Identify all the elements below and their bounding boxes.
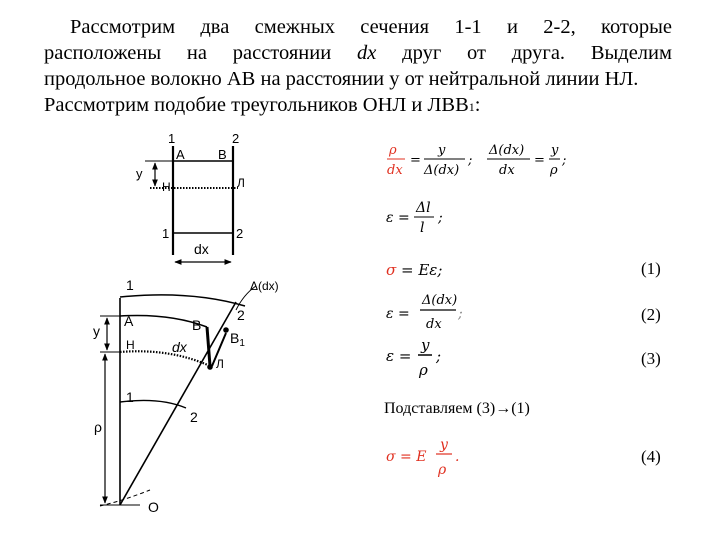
svg-text:dx: dx — [426, 317, 442, 332]
svg-text:ε =: ε = — [386, 306, 410, 322]
svg-text:;: ; — [436, 347, 442, 365]
eq-3 — [386, 336, 441, 379]
eq-1 — [386, 261, 442, 279]
svg-text:ρ: ρ — [438, 462, 447, 478]
label-1-top: 1 — [168, 131, 176, 146]
svg-text:y: y — [421, 336, 430, 354]
label-O: О — [148, 499, 159, 515]
svg-text:y: y — [438, 143, 446, 158]
label-H: Н — [126, 338, 135, 352]
eq-number-2: (2) — [641, 305, 661, 324]
eq-number-3: (3) — [641, 349, 661, 368]
para-line-3: продольное волокно АВ на расстоянии у от нейтральной линии НЛ. — [44, 68, 639, 90]
svg-text:Δ(dx): Δ(dx) — [489, 143, 525, 158]
svg-text:;: ; — [468, 153, 473, 168]
eq-number-4: (4) — [641, 447, 661, 466]
svg-text:=: = — [410, 153, 421, 168]
label-2-mid: 2 — [190, 409, 198, 425]
svg-text:.: . — [455, 449, 460, 465]
svg-text:dx: dx — [387, 163, 403, 178]
para-line-2: расположены на расстоянии dx друг от друга. Выделим — [44, 42, 672, 64]
svg-text:=: = — [534, 153, 545, 168]
label-dx: dx — [194, 241, 209, 257]
label-B1: $В_1$ — [230, 330, 245, 349]
para-line-1: Рассмотрим два смежных сечения 1-1 и 2-2, которые — [70, 16, 672, 38]
svg-text:Δ(dx): Δ(dx) — [424, 163, 460, 178]
top-arc — [120, 295, 245, 306]
svg-text:;: ; — [562, 153, 567, 168]
label-H: Н — [162, 180, 171, 194]
eq-4 — [386, 437, 459, 478]
label-1-mid: 1 — [126, 389, 134, 405]
label-L: Л — [237, 176, 245, 190]
label-2-top: 2 — [232, 131, 240, 146]
svg-text:ρ: ρ — [419, 361, 428, 379]
eq-top-2 — [487, 143, 566, 178]
label-y: у — [136, 166, 143, 181]
svg-text:ε =: ε = — [386, 210, 410, 226]
svg-text:Δ(dx): Δ(dx) — [422, 293, 458, 308]
segment-b-l — [207, 327, 210, 366]
label-y: у — [93, 323, 100, 339]
eq-2 — [386, 293, 463, 332]
label-2-right: 2 — [237, 307, 245, 323]
label-A: А — [124, 313, 134, 329]
svg-text:ρ: ρ — [389, 143, 397, 158]
svg-text:y: y — [440, 437, 448, 453]
eq-eps-def — [386, 200, 443, 236]
bent-beam-diagram — [93, 277, 279, 515]
substitute-note: Подставляем (3)→(1) — [384, 400, 530, 417]
eq-number-1: (1) — [641, 259, 661, 278]
label-1-bot: 1 — [162, 226, 170, 241]
svg-text:Δl: Δl — [416, 200, 431, 216]
para-line-4: Рассмотрим подобие треугольников ОНЛ и ЛВВ1: — [44, 94, 481, 116]
svg-text:σ = E: σ = E — [386, 449, 427, 465]
neutral-arc — [120, 351, 210, 366]
svg-text:dx: dx — [499, 163, 515, 178]
svg-text:σ = Eε;: σ = Eε; — [386, 261, 443, 279]
label-B: В — [192, 317, 202, 333]
svg-text:;: ; — [458, 306, 463, 322]
label-rho: ρ — [94, 419, 102, 435]
svg-text:ε =: ε = — [386, 347, 412, 365]
svg-text:ρ: ρ — [550, 163, 558, 178]
label-B: В — [218, 147, 227, 162]
top-beam-diagram — [136, 131, 245, 262]
label-L: Л — [216, 357, 224, 371]
label-dx: dx — [172, 339, 187, 355]
eq-top-1 — [387, 143, 472, 178]
label-2-bot: 2 — [236, 226, 244, 241]
label-A: А — [176, 147, 185, 162]
label-1-top: 1 — [126, 277, 134, 293]
svg-text:;: ; — [438, 210, 443, 226]
label-delta-dx: Δ(dx) — [250, 279, 279, 293]
equations — [386, 143, 566, 478]
section-2-line — [120, 302, 236, 505]
svg-text:y: y — [551, 143, 559, 158]
svg-text:l: l — [420, 220, 425, 236]
